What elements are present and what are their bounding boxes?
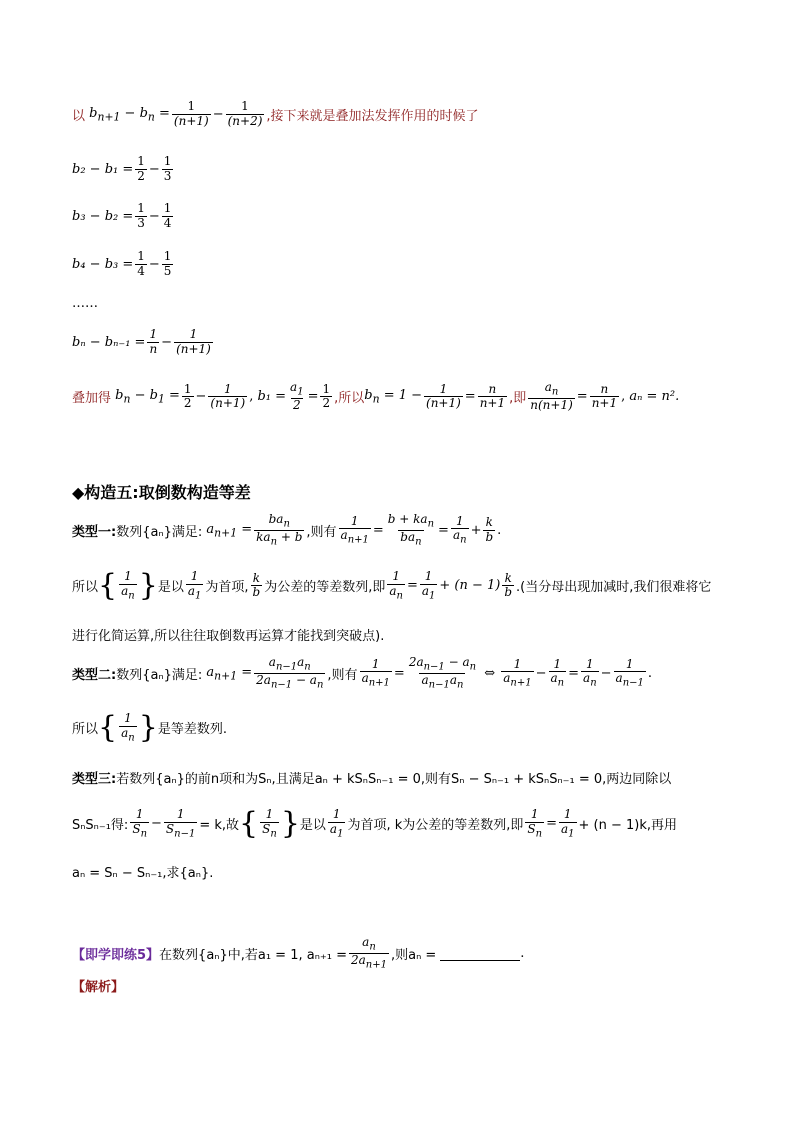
analysis-tag: 【解析】 [72,980,125,995]
type3-line-2: SₙSₙ₋₁得: $\frac{1}{S_n}$ − $\frac{1}{S_{n-1}}$ = k,故 { $\frac{1}{S_n}$ } 是以 $\frac{1}{a_1}$ 为首项, k为公差的等差数列,即 $\frac{1}{S_n}$ = $\frac{1}{a_1}$ + (n − 1)k,再用 [72,805,678,841]
type3-text7: aₙ = Sₙ − Sₙ₋₁,求{aₙ}. [72,866,214,881]
practice-text3: . [520,945,525,961]
eq2-frac-a: $\frac{1}{3}$ [137,201,145,230]
eq4-lhs: bₙ − bₙ₋₁ = [72,334,146,350]
eq1-lhs: b₂ − b₁ = [72,161,134,177]
eq2-frac-b: $\frac{1}{4}$ [163,201,172,230]
eq1-frac-b: $\frac{1}{3}$ [163,154,172,183]
type3-text4: 是以 [299,818,326,834]
eq4-frac-b: $\frac{1}{(n+1)}$ [176,327,211,356]
ellipsis-line [72,296,98,311]
eq3-frac-b: $\frac{1}{5}$ [163,249,172,278]
intro-frac-1: $\frac{1}{(n+1)}$ [173,99,209,128]
type1-text7: .(当分母出现加减时,我们很难将它 [516,580,712,596]
type3-text3: = k,故 [199,818,240,834]
type1-line-1: 类型一: 数列{aₙ}满足: $a_{n+1}$ = $\frac{ba_n}{ka_n + b}$ ,则有 $\frac{1}{a_{n+1}}$ = $\frac{b + ka_n}{ba_n}$ = $\frac{1}{a_n}$ + $\frac{k}{b}$ . [72,512,502,548]
type1-text3: 所以 [72,580,99,596]
eq-line-1: b₂ − b₁ = $\frac{1}{2}$ − $\frac{1}{3}$ [72,154,172,183]
sum-line: 叠加得 $b_n - b_1$ = $\frac{1}{2}$ − $\frac{1}{(n+1)}$ , b₁ = $\frac{a_1}{2}$ = $\frac{1}{2}$ ,所以 $b_n = 1$ − $\frac{1}{(n+1)}$ = $\frac{n}{n+1}$ ,即 $\frac{a_n}{n(n+1)}$ = $\frac{n}{n+1}$ , aₙ = n². [72,380,680,412]
eq1-frac-a: $\frac{1}{2}$ [137,154,145,183]
type3-label: 类型三: [72,772,117,787]
type2-text3: 所以 [72,722,99,738]
practice-tag: 【即学即练5】 [72,947,160,963]
eq3-frac-a: $\frac{1}{4}$ [137,249,145,278]
eq3-lhs: b₄ − b₃ = [72,256,134,272]
intro-line: 以 $b_{n+1} - b_n$ = $\frac{1}{(n+1)}$ − $\frac{1}{(n+2)}$ ,接下来就是叠加法发挥作用的时候了 [72,99,479,128]
type3-text1: 若数列{aₙ}的前n项和为Sₙ,且满足aₙ + kSₙSₙ₋₁ = 0,则有Sₙ − Sₙ₋₁ + kSₙSₙ₋₁ = 0,两边同除以 [116,772,672,787]
type1-label: 类型一: [72,524,117,540]
eq-line-4: bₙ − bₙ₋₁ = $\frac{1}{n}$ − $\frac{1}{(n+1)}$ [72,327,211,356]
type1-text2: ,则有 [306,524,337,540]
type2-line-1: 类型二: 数列{aₙ}满足: $a_{n+1}$ = $\frac{a_{n-1}a_n}{2a_{n-1} - a_n}$ ,则有 $\frac{1}{a_{n+1}}$ = $\frac{2a_{n-1} - a_n}{a_{n-1}a_n}$ ⇔ $\frac{1}{a_{n+1}}$ − $\frac{1}{a_n}$ = $\frac{1}{a_n}$ − $\frac{1}{a_{n-1}}$ . [72,655,653,691]
sum-prefix: 叠加得 [72,391,112,407]
sum-result: aₙ = n². [629,389,680,405]
type2-label: 类型二: [72,667,117,683]
eq-line-2: b₃ − b₂ = $\frac{1}{3}$ − $\frac{1}{4}$ [72,201,172,230]
type2-text4: 是等差数列. [157,722,227,738]
practice-line: 【即学即练5】 在数列{aₙ}中,若a₁ = 1, aₙ₊₁ = $\frac{a_n}{2a_{n+1}}$ ,则aₙ = . [72,935,525,971]
type3-text5: 为首项, k为公差的等差数列,即 [347,818,524,834]
analysis-line [72,976,124,995]
section-heading: ◆构造五:取倒数构造等差 [72,483,251,502]
type1-text1: 数列{aₙ}满足: [116,524,203,540]
practice-text2: ,则aₙ = [390,947,437,963]
eq-line-3: b₄ − b₃ = $\frac{1}{4}$ − $\frac{1}{5}$ [72,249,172,278]
eq2-lhs: b₃ − b₂ = [72,208,134,224]
type3-text2: SₙSₙ₋₁得: [72,818,129,834]
practice-text1: 在数列{aₙ}中,若a₁ = 1, aₙ₊₁ = [159,947,347,963]
intro-prefix: 以 [72,108,86,124]
type1-text8: 进行化简运算,所以往往取倒数再运算才能找到突破点). [72,629,385,644]
b1-lhs: b₁ = [257,389,287,405]
sum-so: ,所以 [334,391,365,407]
answer-blank[interactable] [440,946,520,961]
type1-text4: 是以 [157,580,184,596]
sum-ie: ,即 [509,391,527,407]
type1-line-3 [72,625,384,644]
type2-line-2: 所以 { $\frac{1}{a_n}$ } 是等差数列. [72,709,227,745]
ellipsis: …… [72,296,98,311]
intro-suffix: ,接下来就是叠加法发挥作用的时候了 [266,108,479,124]
intro-frac-2: $\frac{1}{(n+2)}$ [227,99,263,128]
eq4-frac-a: $\frac{1}{n}$ [149,327,158,356]
type1-text6: 为公差的等差数列,即 [264,580,386,596]
type1-line-2: 所以 { $\frac{1}{a_n}$ } 是以 $\frac{1}{a_1}$ 为首项, $\frac{k}{b}$ 为公差的等差数列,即 $\frac{1}{a_n}$ = $\frac{1}{a_1}$ + (n − 1) $\frac{k}{b}$ .(当分母出现加减时,我们很难将它 [72,567,712,603]
type3-line-3 [72,862,213,881]
intro-expr: $b_{n+1} - b_n$ = [85,105,170,124]
type2-text2: ,则有 [327,667,358,683]
type2-text1: 数列{aₙ}满足: [116,667,203,683]
type3-line-1 [72,768,671,787]
type1-text5: 为首项, [205,580,249,596]
type3-text6: + (n − 1)k,再用 [578,818,678,834]
